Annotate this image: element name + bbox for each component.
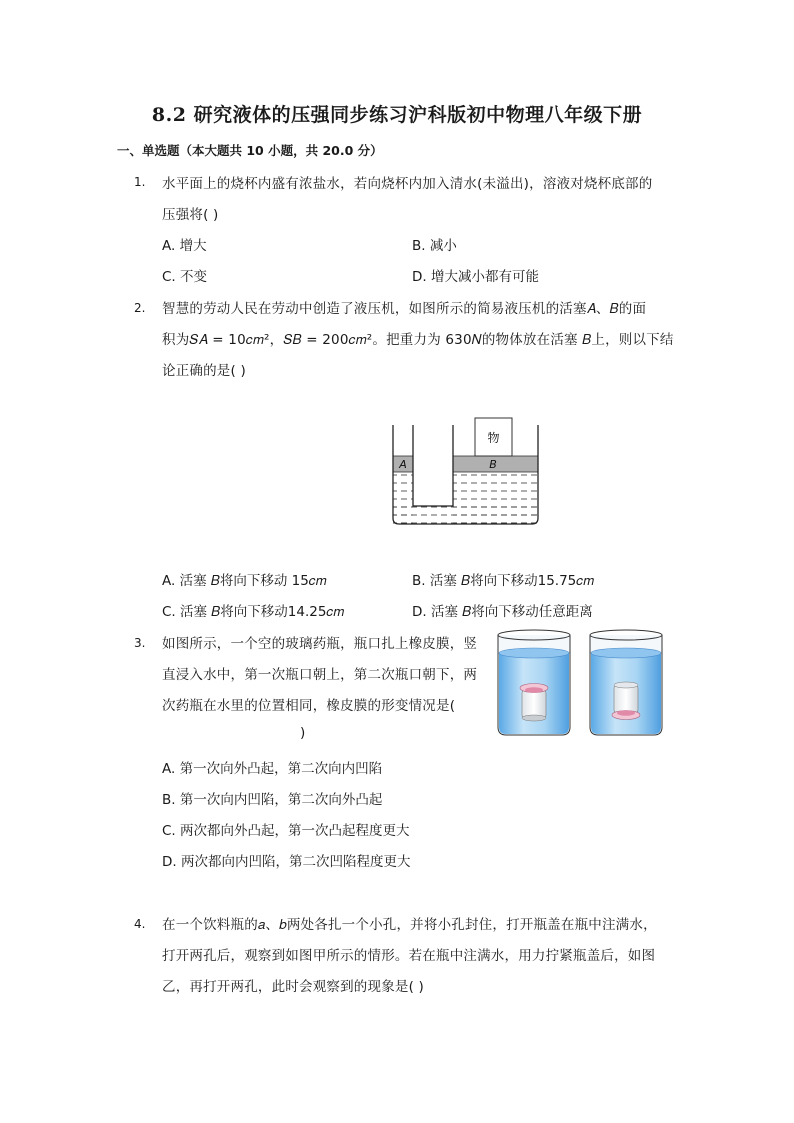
q2-option-d[interactable]: D. 活塞 𝐵将向下移动任意距离 bbox=[412, 604, 593, 620]
q1-option-b[interactable]: B. 减小 bbox=[412, 238, 457, 254]
q1-text-line2: 压强将( ) bbox=[162, 207, 219, 223]
q2-option-c[interactable]: C. 活塞 𝐵将向下移动14.25𝑐𝑚 bbox=[162, 604, 345, 620]
q2-option-a[interactable]: A. 活塞 𝐵将向下移动 15𝑐𝑚 bbox=[162, 573, 327, 589]
q2-text-line2: 积为𝑆𝐴 = 10𝑐𝑚²，𝑆𝐵 = 200𝑐𝑚²。把重力为 630𝑁的物体放在活塞 𝐵上，则以下结 bbox=[162, 332, 674, 348]
q3-option-c[interactable]: C. 两次都向外凸起，第一次凸起程度更大 bbox=[162, 823, 410, 839]
q2-option-b[interactable]: B. 活塞 𝐵将向下移动15.75𝑐𝑚 bbox=[412, 573, 595, 589]
q3-number: 3. bbox=[134, 636, 146, 650]
q3-text-line3: 次药瓶在水里的位置相同，橡皮膜的形变情况是( bbox=[162, 698, 456, 714]
medicine-bottle-figure bbox=[493, 627, 665, 739]
q3-text-line1: 如图所示，一个空的玻璃药瓶，瓶口扎上橡皮膜，竖 bbox=[162, 636, 478, 652]
q1-number: 1. bbox=[134, 175, 146, 189]
q3-option-d[interactable]: D. 两次都向内凹陷，第二次凹陷程度更大 bbox=[162, 854, 411, 870]
q4-text-line1: 在一个饮料瓶的𝑎、𝑏两处各扎一个小孔，并将小孔封住，打开瓶盖在瓶中注满水， bbox=[162, 917, 657, 933]
q1-option-c[interactable]: C. 不变 bbox=[162, 269, 208, 285]
page-title: 8.2 研究液体的压强同步练习沪科版初中物理八年级下册 bbox=[151, 104, 643, 126]
piston-b-label: B bbox=[489, 458, 497, 471]
q4-text-line2: 打开两孔后，观察到如图甲所示的情形。若在瓶中注满水，用力拧紧瓶盖后，如图 bbox=[162, 948, 656, 964]
object-label: 物 bbox=[487, 431, 500, 445]
q4-text-line3: 乙，再打开两孔，此时会观察到的现象是( ) bbox=[162, 979, 425, 995]
q1-option-a[interactable]: A. 增大 bbox=[162, 238, 207, 254]
beaker-mouth-up bbox=[498, 630, 570, 735]
q3-option-b[interactable]: B. 第一次向内凹陷，第二次向外凸起 bbox=[162, 792, 383, 808]
q2-text-line1: 智慧的劳动人民在劳动中创造了液压机，如图所示的简易液压机的活塞𝐴、𝐵的面 bbox=[162, 301, 647, 317]
q2-text-line3: 论正确的是( ) bbox=[162, 363, 246, 379]
beaker-mouth-down bbox=[590, 630, 662, 735]
q3-text-line4: ) bbox=[300, 725, 306, 741]
hydraulic-press-figure bbox=[390, 415, 550, 530]
piston-a-label: A bbox=[399, 458, 407, 471]
q1-text-line1: 水平面上的烧杯内盛有浓盐水，若向烧杯内加入清水(未溢出)，溶液对烧杯底部的 bbox=[162, 176, 653, 192]
q3-text-line2: 直浸入水中，第一次瓶口朝上，第二次瓶口朝下，两 bbox=[162, 667, 478, 683]
q4-number: 4. bbox=[134, 917, 146, 931]
section-heading: 一、单选题（本大题共 10 小题，共 20.0 分） bbox=[117, 143, 383, 158]
q2-number: 2. bbox=[134, 301, 146, 315]
q3-option-a[interactable]: A. 第一次向外凸起，第二次向内凹陷 bbox=[162, 761, 383, 777]
q1-option-d[interactable]: D. 增大减小都有可能 bbox=[412, 269, 539, 285]
